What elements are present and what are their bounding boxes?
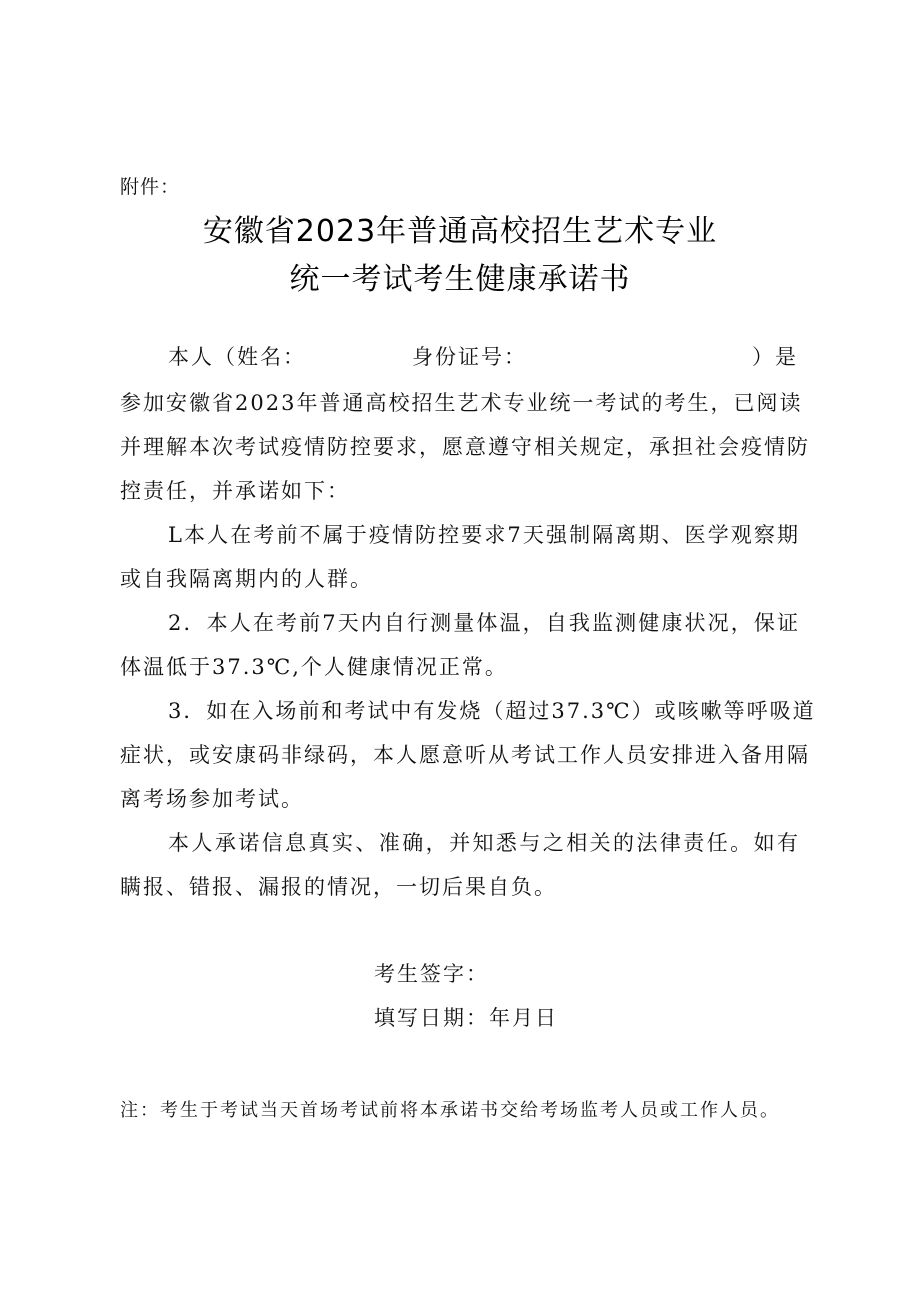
id-number-label: 身份证号： [412, 345, 527, 369]
intro-line-2: 并理解本次考试疫情防控要求，愿意遵守相关规定，承担社会疫情防 [120, 435, 810, 459]
item-1-line-1: L本人在考前不属于疫情防控要求7天强制隔离期、医学观察期 [168, 523, 800, 547]
item-2-line-1: 2．本人在考前7天内自行测量体温，自我监测健康状况，保证 [168, 611, 800, 635]
footer-note: 注：考生于考试当天首场考试前将本承诺书交给考场监考人员或工作人员。 [120, 1100, 780, 1121]
intro-line-1: 参加安徽省2023年普通高校招生艺术专业统一考试的考生，已阅读 [120, 391, 803, 415]
item-2-line-2: 体温低于37.3℃,个人健康情况正常。 [120, 655, 508, 679]
signer-label: 考生签字： [374, 962, 489, 986]
pledge-line-2: 瞒报、错报、漏报的情况，一切后果自负。 [120, 875, 557, 899]
document-title-line-1: 安徽省2023年普通高校招生艺术专业 [202, 214, 718, 249]
pledge-line-1: 本人承诺信息真实、准确，并知悉与之相关的法律责任。如有 [168, 831, 800, 855]
item-3-line-3: 离考场参加考试。 [120, 787, 304, 811]
intro-line-3: 控责任，并承诺如下： [120, 479, 350, 503]
item-3-line-2: 症状，或安康码非绿码，本人愿意听从考试工作人员安排进入备用隔 [120, 743, 810, 767]
item-3-line-1: 3．如在入场前和考试中有发烧（超过37.3℃）或咳嗽等呼吸道 [168, 699, 816, 723]
attachment-label: 附件： [120, 176, 181, 198]
item-1-line-2: 或自我隔离期内的人群。 [120, 567, 373, 591]
name-label: 本人（姓名： [168, 345, 306, 369]
date-label: 填写日期：年月日 [374, 1006, 558, 1030]
document-title-line-2: 统一考试考生健康承诺书 [289, 262, 631, 297]
intro-close: ）是 [752, 345, 798, 369]
